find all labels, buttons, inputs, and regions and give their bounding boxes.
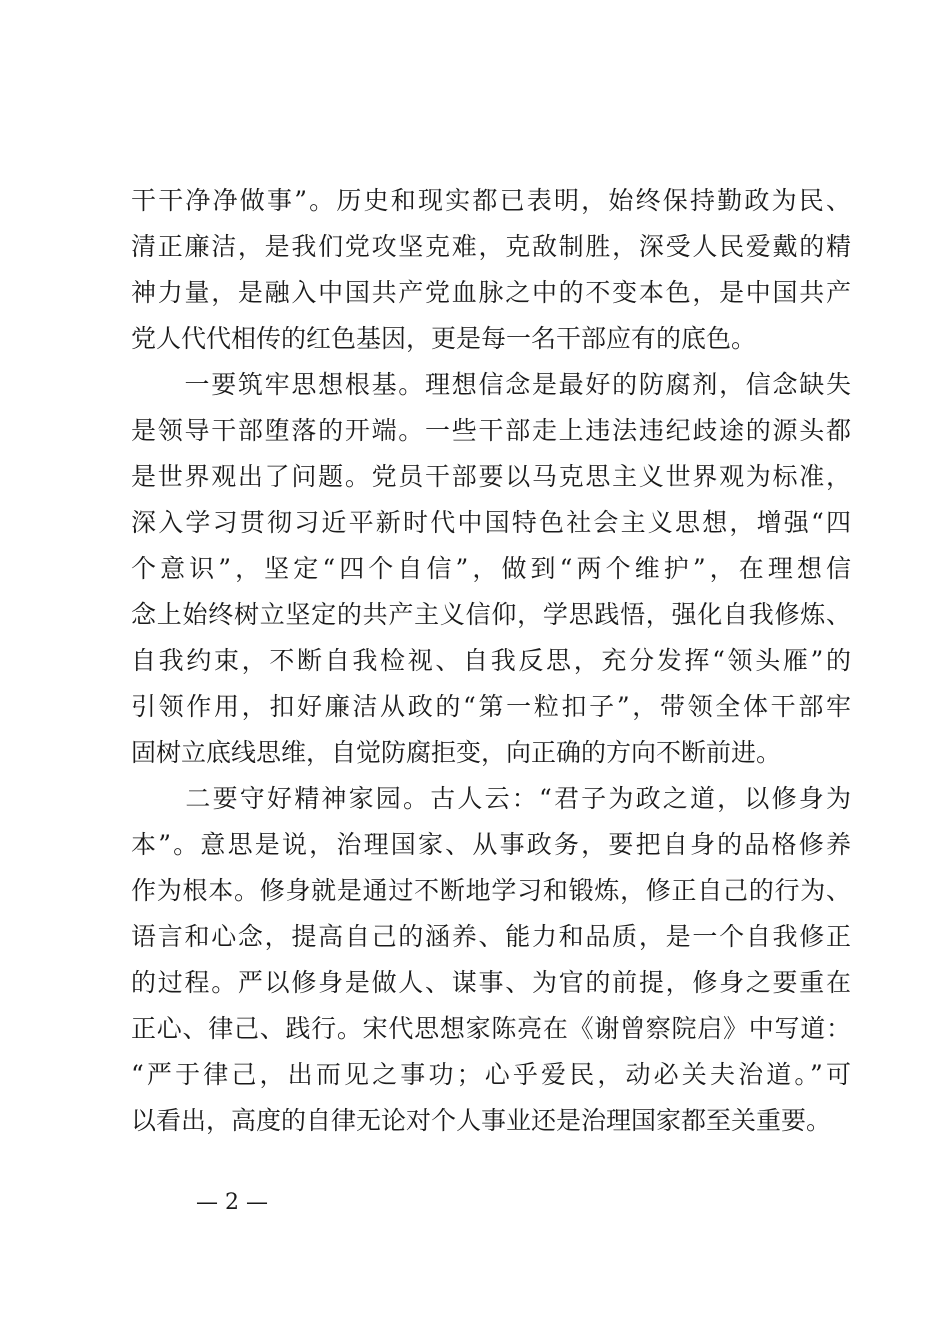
text-line: 以看出，高度的自律无论对个人事业还是治理国家都至关重要。 xyxy=(131,1106,832,1135)
text-line: 一要筑牢思想根基。理想信念是最好的防腐剂，信念缺失 xyxy=(131,370,851,399)
body-text xyxy=(131,178,851,1144)
text-line: 念上始终树立坚定的共产主义信仰，学思践悟，强化自我修炼、 xyxy=(131,600,851,629)
text-line: 清正廉洁，是我们党攻坚克难，克敌制胜，深受人民爱戴的精 xyxy=(131,232,851,261)
text-line: 党人代代相传的红色基因，更是每一名干部应有的底色。 xyxy=(131,324,757,353)
text-line: 语言和心念，提高自己的涵养、能力和品质，是一个自我修正 xyxy=(131,922,851,951)
text-line: 固树立底线思维，自觉防腐拒变，向正确的方向不断前进。 xyxy=(131,738,782,767)
text-line: 作为根本。修身就是通过不断地学习和锻炼，修正自己的行为、 xyxy=(131,876,851,905)
text-line: 是世界观出了问题。党员干部要以马克思主义世界观为标准， xyxy=(131,462,851,491)
text-line: 个意识”，坚定“四个自信”，做到“两个维护”，在理想信 xyxy=(131,554,851,583)
text-line: 本”。意思是说，治理国家、从事政务，要把自身的品格修养 xyxy=(131,830,851,859)
text-line: 二要守好精神家园。古人云：“君子为政之道，以修身为 xyxy=(131,784,851,813)
text-line: 干干净净做事”。历史和现实都已表明，始终保持勤政为民、 xyxy=(131,186,851,215)
text-line: 深入学习贯彻习近平新时代中国特色社会主义思想，增强“四 xyxy=(131,508,851,537)
text-line: 引领作用，扣好廉洁从政的“第一粒扣子”，带领全体干部牢 xyxy=(131,692,851,721)
text-line: 的过程。严以修身是做人、谋事、为官的前提，修身之要重在 xyxy=(131,968,851,997)
text-line: 神力量，是融入中国共产党血脉之中的不变本色，是中国共产 xyxy=(131,278,851,307)
text-line: “严于律己，出而见之事功；心乎爱民，动必关夫治道。”可 xyxy=(131,1060,851,1089)
text-line: 正心、律己、践行。宋代思想家陈亮在《谢曾察院启》中写道： xyxy=(131,1014,851,1043)
text-line: 自我约束，不断自我检视、自我反思，充分发挥“领头雁”的 xyxy=(131,646,851,675)
page-number: — 2 — xyxy=(196,1190,268,1215)
text-line: 是领导干部堕落的开端。一些干部走上违法违纪歧途的源头都 xyxy=(131,416,851,445)
